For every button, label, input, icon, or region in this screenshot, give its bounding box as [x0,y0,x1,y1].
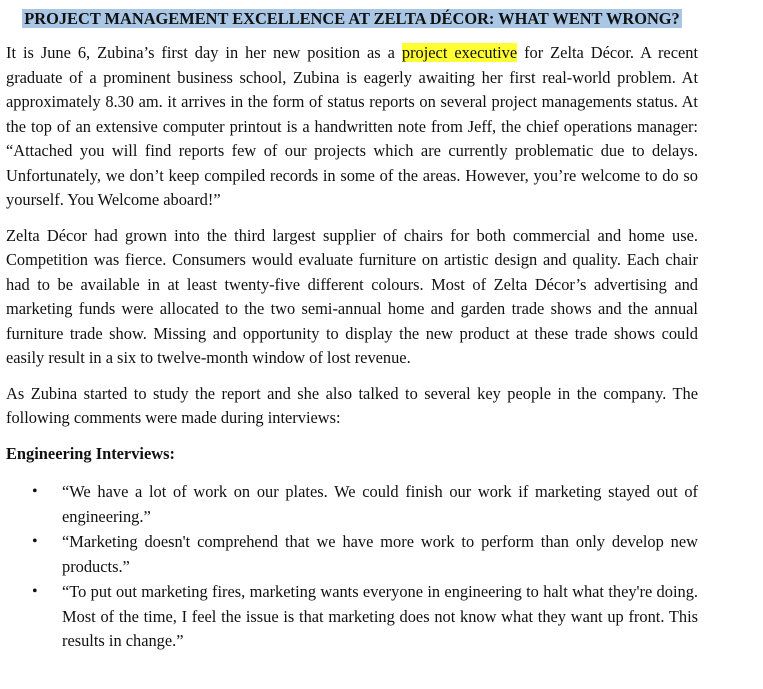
document-title [6,6,698,31]
bullet-text: “To put out marketing fires, marketing wants everyone in engineering to halt what they're doing. Most of the time, I feel the issue is that marketing does not know what they want up front. This results in change.” [62,582,698,650]
bullet-icon: • [32,533,38,550]
highlighted-phrase: project executive [401,43,518,62]
intro-text-after: for Zelta Décor. A recent graduate of a prominent business school, Zubina is eagerly awaiting her first real-world problem. At approximately 8.30 am. it arrives in the form of status reports on several project managements status. At the top of an extensive computer printout is a handwritten note from Jeff, the chief operations manager: “Attached you will find reports few of our projects which are currently problematic due to delays. Unfortunately, we don’t keep compiled records in some of the areas. However, you’re welcome to do so yourself. You Welcome aboard!” [6,43,698,209]
paragraph-company: Zelta Décor had grown into the third largest supplier of chairs for both commercial and home use. Competition was fierce. Consumers would evaluate furniture on artistic design and quality. Each chair had to be available in at least twenty-five different colours. Most of Zelta Décor’s advertising and marketing funds were allocated to the two semi-annual home and garden trade shows and the annual furniture trade show. Missing and opportunity to display the new product at these trade shows could easily result in a six to twelve-month window of lost revenue. [6,225,698,367]
bullet-icon: • [32,583,38,600]
bullet-icon: • [32,483,38,500]
list-item [6,580,698,654]
paragraph-interviews: As Zubina started to study the report and she also talked to several key people in the company. The following comments were made during interviews: [6,383,698,427]
bullet-text: “We have a lot of work on our plates. We could finish our work if marketing stayed out of engineering.” [62,482,698,526]
interview-bullet-list [6,480,698,654]
section-heading-engineering: Engineering Interviews: [6,443,175,463]
document-page [6,6,698,655]
intro-text-before: It is June 6, Zubina’s first day in her new position as a [6,43,402,62]
paragraph-intro [6,41,698,213]
title-text: PROJECT MANAGEMENT EXCELLENCE AT ZELTA DÉCOR: WHAT WENT WRONG? [24,9,680,28]
list-item [6,530,698,579]
bullet-text: “Marketing doesn't comprehend that we have more work to perform than only develop new products.” [62,532,698,576]
list-item [6,480,698,529]
